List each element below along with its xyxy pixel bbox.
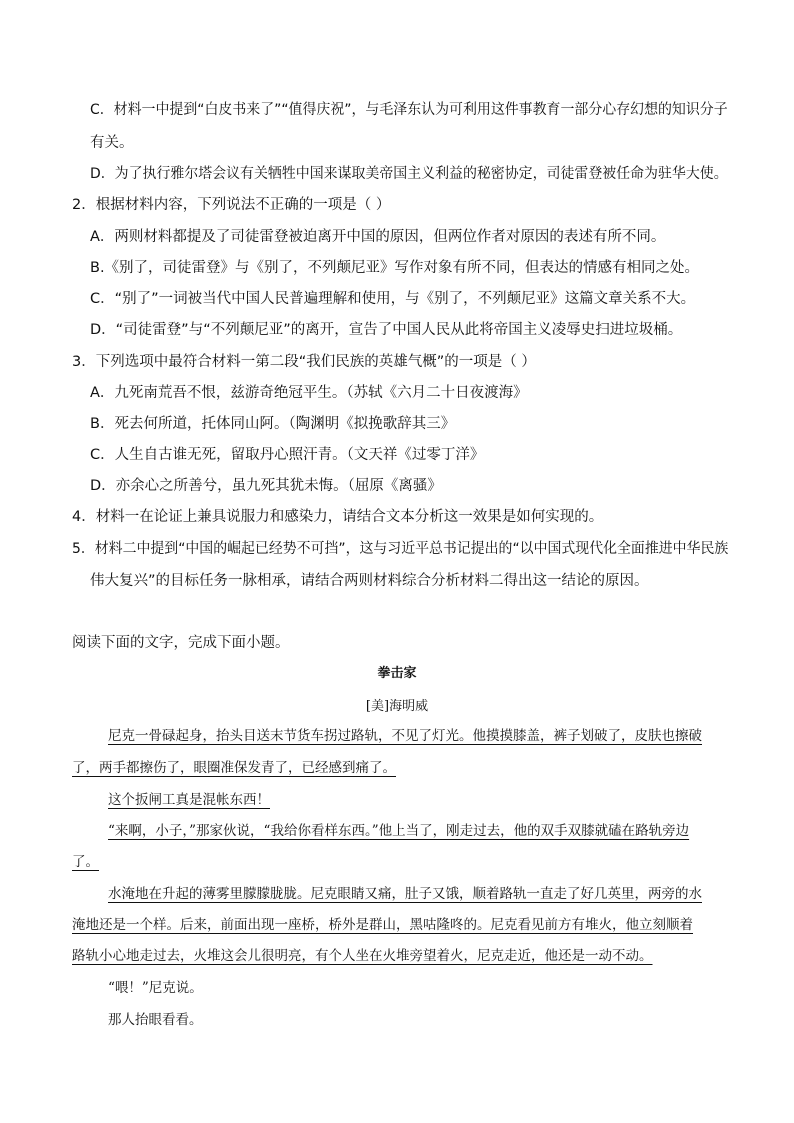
reading-intro: 阅读下面的文字，完成下面小题。 <box>72 635 290 651</box>
question-2-stem: 2．根据材料内容，下列说法不正确的一项是（ ） <box>72 197 391 213</box>
question-3-option-b: B．死去何所道，托体同山阿。（陶渊明《拟挽歌辞其三》 <box>90 416 456 432</box>
question-1-option-c-line-1: C．材料一中提到“白皮书来了”“值得庆祝”，与毛泽东认为可利用这件事教育一部分心存幻想的知识分子 <box>90 102 728 118</box>
story-title: 拳击家 <box>377 666 417 681</box>
paragraph-1-line-2: 了，两手都擦伤了，眼圈准保发青了，已经感到痛了。 <box>72 760 396 776</box>
question-2-option-a: A．两则材料都提及了司徒雷登被迫离开中国的原因，但两位作者对原因的表述有所不同。 <box>90 229 666 245</box>
question-5-line-1: 5．材料二中提到“中国的崛起已经势不可挡”，这与习近平总书记提出的“以中国式现代化全面推进中华民族 <box>72 541 729 557</box>
paragraph-2: 这个扳闸工真是混帐东西！ <box>108 792 270 808</box>
paragraph-3-line-1: “来啊，小子，”那家伙说，“我给你看样东西。”他上当了，刚走过去，他的双手双膝就磕在路轨旁边 <box>108 823 690 839</box>
paragraph-6: 那人抬眼看看。 <box>108 1012 203 1028</box>
paragraph-1-line-1: 尼克一骨碌起身，抬头目送末节货车拐过路轨，不见了灯光。他摸摸膝盖，裤子划破了，皮肤也擦破 <box>108 728 702 744</box>
question-2-option-d: D．“司徒雷登”与“不列颠尼亚”的离开，宣告了中国人民从此将帝国主义凌辱史扫进垃圾桶。 <box>90 322 683 338</box>
paragraph-4-line-1: 水淹地在升起的薄雾里朦朦胧胧。尼克眼睛又痛，肚子又饿，顺着路轨一直走了好几英里，两旁的水 <box>108 886 702 902</box>
question-3-option-c: C．人生自古谁无死，留取丹心照汗青。（文天祥《过零丁洋》 <box>90 447 485 463</box>
paragraph-4-line-3: 路轨小心地走过去，火堆这会儿很明亮，有个人坐在火堆旁望着火，尼克走近，他还是一动不动。 <box>72 948 653 964</box>
paragraph-4-line-2: 淹地还是一个样。后来，前面出现一座桥，桥外是群山，黑咕隆咚的。尼克看见前方有堆火，他立刻顺着 <box>72 917 693 933</box>
question-1-option-d: D．为了执行雅尔塔会议有关牺牲中国来谋取美帝国主义利益的秘密协定，司徒雷登被任命为驻华大使。 <box>90 166 728 182</box>
paragraph-5: “喂！”尼克说。 <box>108 980 203 996</box>
paragraph-3-line-2: 了。 <box>72 854 99 870</box>
question-3-option-d: D．亦余心之所善兮，虽九死其犹未悔。（屈原《离骚》 <box>90 478 442 494</box>
question-1-option-c-line-2: 有关。 <box>90 135 134 151</box>
question-3-stem: 3．下列选项中最符合材料一第二段“我们民族的英雄气概”的一项是（ ） <box>72 354 536 370</box>
question-3-option-a: A．九死南荒吾不恨，兹游奇绝冠平生。（苏轼《六月二十日夜渡海》 <box>90 385 528 401</box>
question-5-line-2: 伟大复兴”的目标任务一脉相承，请结合两则材料综合分析材料二得出这一结论的原因。 <box>90 573 649 589</box>
story-author: [美]海明威 <box>365 699 429 714</box>
question-4: 4．材料一在论证上兼具说服力和感染力，请结合文本分析这一效果是如何实现的。 <box>72 509 604 525</box>
question-2-option-c: C．“别了”一词被当代中国人民普遍理解和使用，与《别了，不列颠尼亚》这篇文章关系不大。 <box>90 291 696 307</box>
question-2-option-b: B.《别了，司徒雷登》与《别了，不列颠尼亚》写作对象有所不同，但表达的情感有相同之处。 <box>90 260 700 276</box>
